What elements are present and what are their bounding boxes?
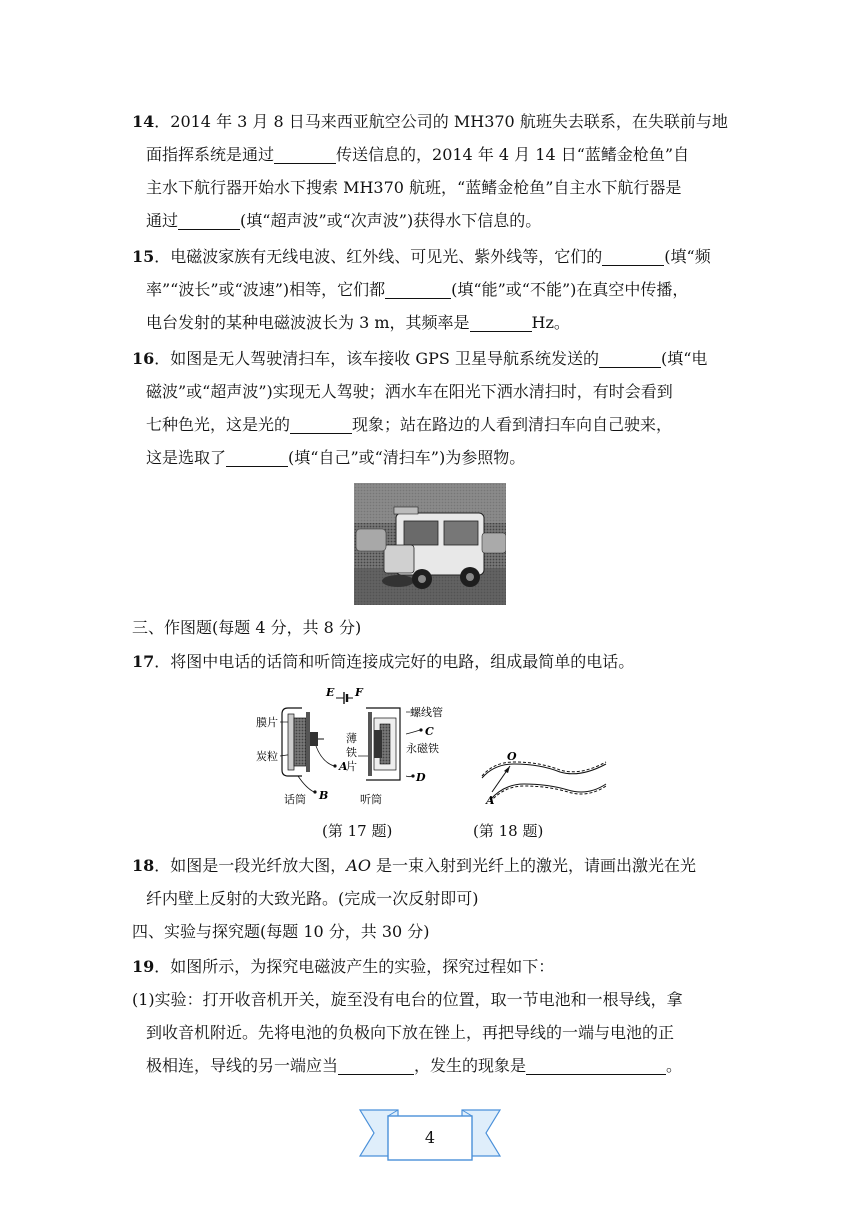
question-number: 14 <box>132 112 155 131</box>
answer-blank[interactable] <box>178 211 240 230</box>
figure-17-right-labels <box>406 704 476 804</box>
section-heading-4: 四、实验与探究题(每题 10 分，共 30 分) <box>132 922 430 941</box>
answer-blank[interactable] <box>470 313 532 332</box>
answer-blank[interactable] <box>526 1056 666 1075</box>
label-A: A <box>339 760 348 773</box>
sweeper-photo <box>354 483 506 605</box>
question-number: 15 <box>132 247 155 266</box>
label-O: O <box>507 750 517 763</box>
label-D: D <box>416 771 426 784</box>
label-mic: 话筒 <box>284 793 306 806</box>
answer-blank[interactable] <box>290 415 352 434</box>
answer-blank[interactable] <box>599 349 661 368</box>
label-C: C <box>425 725 434 738</box>
telephone-diagram <box>250 684 430 806</box>
optical-fiber-diagram <box>480 744 610 808</box>
label-membrane: 膜片 <box>256 716 278 729</box>
label-carbon: 炭粒 <box>256 750 278 763</box>
question-16: 16．如图是无人驾驶清扫车，该车接收 GPS 卫星导航系统发送的 (填“电 磁波”或“超声波”)实现无人驾驶；洒水车在阳光下洒水清扫时，有时会看到 七种色光，这是光的 现象；站在路边的人看到清扫车向自己驶来， 这是选取了 (填“自己”或“清扫车”)为参照物。 <box>132 349 708 467</box>
figure-18 <box>480 744 610 808</box>
label-F: F <box>355 686 363 699</box>
question-number: 16 <box>132 349 155 368</box>
answer-blank[interactable] <box>385 280 451 299</box>
caption-18: (第 18 题) <box>473 822 544 840</box>
question-number: 17 <box>132 652 155 671</box>
answer-blank[interactable] <box>338 1056 414 1075</box>
label-thin-2: 铁 <box>346 746 357 759</box>
question-19: 19．如图所示，为探究电磁波产生的实验，探究过程如下： <box>132 957 555 976</box>
question-14: 14．2014 年 3 月 8 日马来西亚航空公司的 MH370 航班失去联系，在失联前与地 面指挥系统是通过 传送信息的，2014 年 4 月 14 日“蓝鳍金枪鱼”自 主水下航行器开始水下搜索 MH370 航班，“蓝鳍金枪鱼”自主水下航行器是 通过 (填“超声波”或“次声波”)获得水下信息的。 <box>132 112 728 230</box>
caption-17: (第 17 题) <box>322 822 393 840</box>
label-thin-3: 片 <box>346 760 357 773</box>
label-magnet: 永磁铁 <box>406 742 439 755</box>
label-thin-1: 薄 <box>346 732 357 745</box>
label-A-fiber: A <box>486 794 495 807</box>
label-E: E <box>326 686 335 699</box>
question-19-part-1: (1)实验：打开收音机开关，旋至没有电台的位置，取一节电池和一根导线，拿 到收音机附近。先将电池的负极向下放在锉上，再把导线的一端与电池的正 极相连，导线的另一端应当 ，发生的现象是 。 <box>132 990 683 1075</box>
label-coil: 螺线管 <box>410 706 443 719</box>
label-B: B <box>319 789 329 802</box>
figure-17 <box>250 684 430 806</box>
question-number: 19 <box>132 957 155 976</box>
question-number: 18 <box>132 856 155 875</box>
answer-blank[interactable] <box>602 247 664 266</box>
answer-blank[interactable] <box>274 145 336 164</box>
question-17: 17．将图中电话的话筒和听筒连接成完好的电路，组成最简单的电话。 <box>132 652 635 671</box>
question-18: 18．如图是一段光纤放大图，AO 是一束入射到光纤上的激光，请画出激光在光 纤内壁上反射的大致光路。(完成一次反射即可) <box>132 856 697 908</box>
answer-blank[interactable] <box>226 448 288 467</box>
sweeper-image <box>354 483 506 605</box>
section-heading-3: 三、作图题(每题 4 分，共 8 分) <box>132 618 362 637</box>
page-number: 4 <box>424 1128 436 1147</box>
label-receiver: 听筒 <box>360 793 382 806</box>
question-15: 15．电磁波家族有无线电波、红外线、可见光、紫外线等，它们的 (填“频 率”“波长”或“波速”)相等，它们都 (填“能”或“不能”)在真空中传播， 电台发射的某种电磁波波长为 3 m，其频率是 Hz。 <box>132 247 711 332</box>
